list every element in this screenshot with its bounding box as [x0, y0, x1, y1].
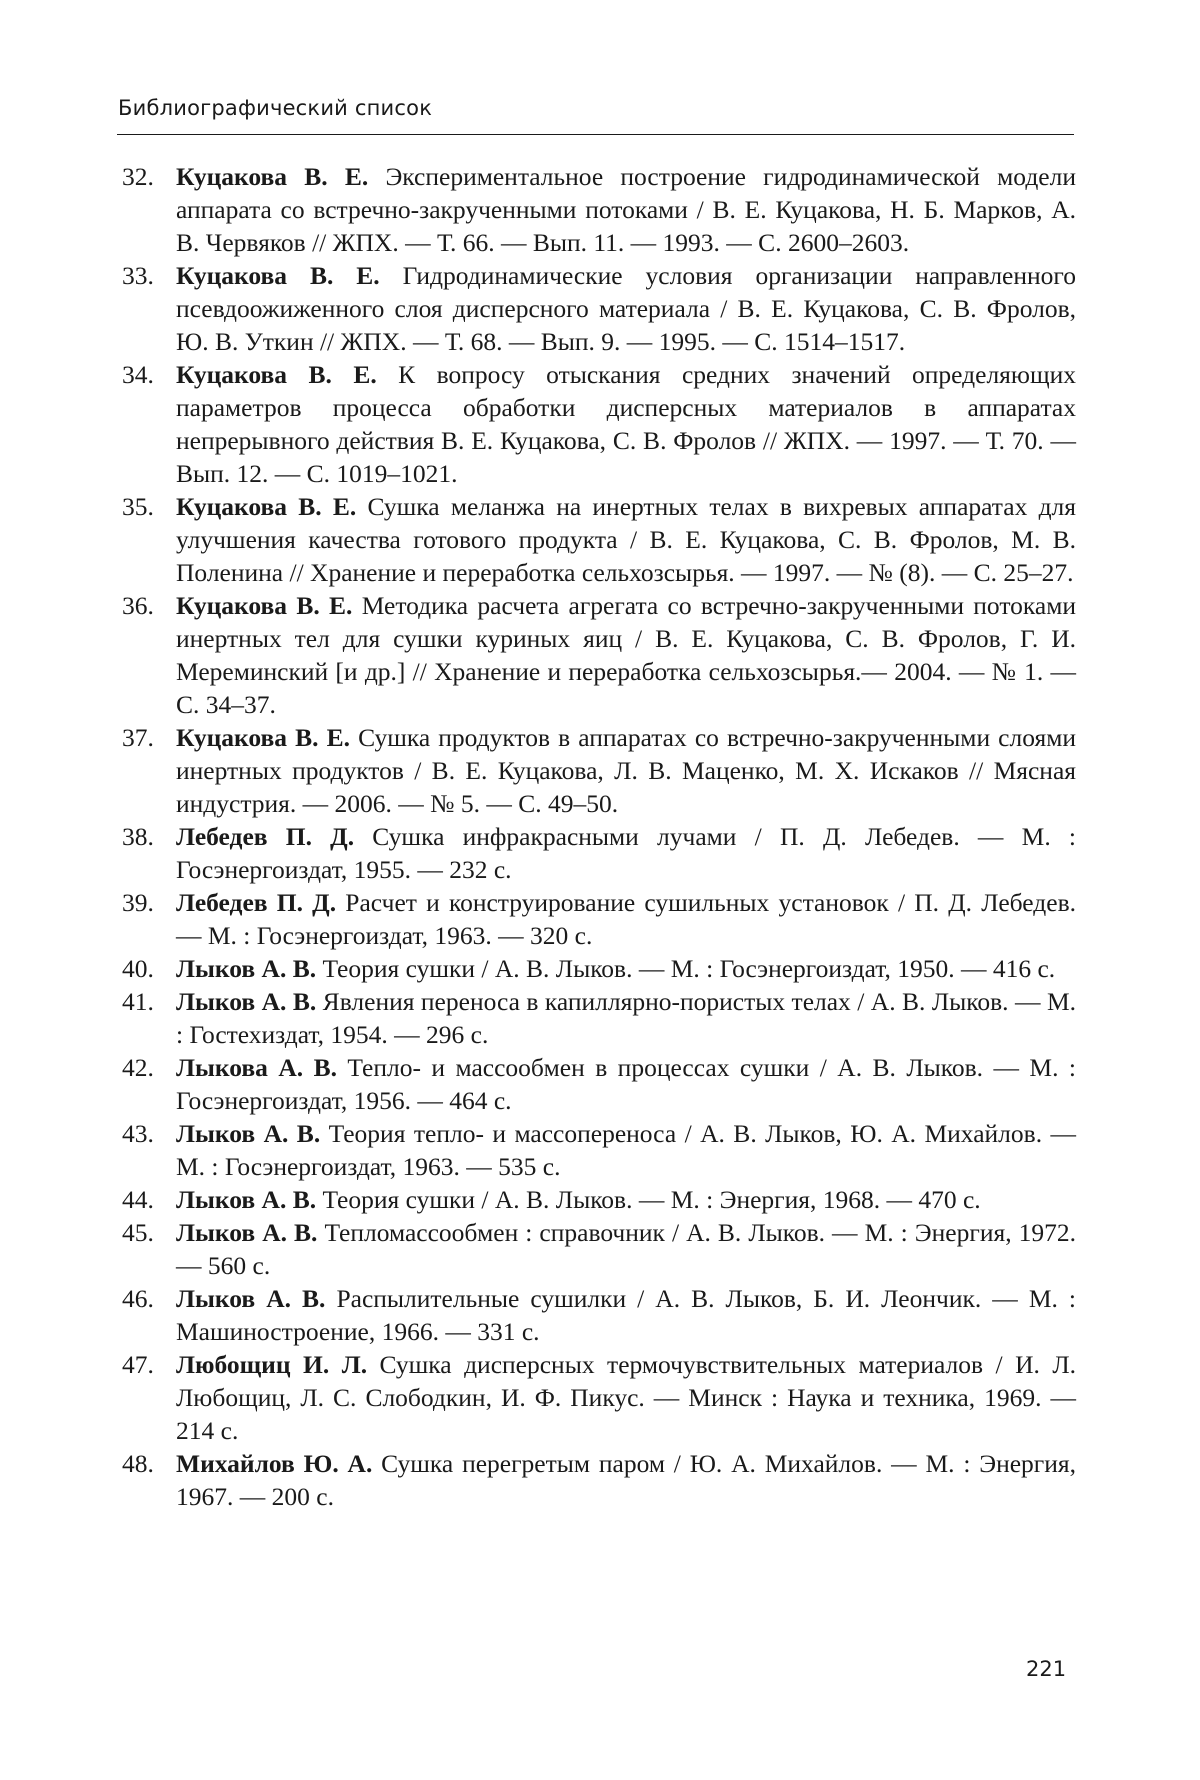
reference-author: Лыков А. В. [176, 1218, 318, 1247]
reference-text: Методика расчета агрегата со встречно-закрученными потоками инертных тел для сушки куриных яиц / В. Е. Куцакова, С. В. Фролов, Г. И. Мереминский [и др.] // Хранение и переработка сельхозсырья.— 2004. — № 1. — С. 34–37. [176, 591, 1077, 719]
reference-item [118, 160, 1076, 259]
reference-number: 33. [122, 261, 154, 290]
reference-item [118, 820, 1076, 886]
reference-text: Сушка инфракрасными лучами / П. Д. Лебедев. — М. : Госэнергоиздат, 1955. — 232 с. [176, 822, 1076, 884]
reference-list [118, 160, 1076, 1513]
reference-number: 46. [122, 1284, 154, 1313]
reference-number: 39. [122, 888, 154, 917]
reference-item [118, 721, 1076, 820]
reference-number: 43. [122, 1119, 154, 1148]
reference-number: 45. [122, 1218, 154, 1247]
reference-text: Теория сушки / А. В. Лыков. — М. : Госэнергоиздат, 1950. — 416 с. [316, 954, 1056, 983]
reference-text: Гидродинамические условия организации направленного псевдоожиженного слоя дисперсного материала / В. Е. Куцакова, С. В. Фролов, Ю. В. Уткин // ЖПХ. — Т. 68. — Вып. 9. — 1995. — С. 1514–1517. [176, 261, 1076, 356]
reference-text: Экспериментальное построение гидродинамической модели аппарата со встречно-закрученными потоками / В. Е. Куцакова, Н. Б. Марков, А. В. Червяков // ЖПХ. — Т. 66. — Вып. 11. — 1993. — С. 2600–2603. [176, 162, 1076, 257]
reference-text: Сушка продуктов в аппаратах со встречно-закрученными слоями инертных продуктов / В. Е. Куцакова, Л. В. Маценко, М. Х. Искаков // Мясная индустрия. — 2006. — № 5. — С. 49–50. [176, 723, 1076, 818]
reference-text: Расчет и конструирование сушильных установок / П. Д. Лебедев. — М. : Госэнергоиздат, 1963. — 320 с. [176, 888, 1076, 950]
reference-item [118, 952, 1076, 985]
reference-item [118, 1117, 1076, 1183]
reference-author: Лебедев П. Д. [176, 822, 355, 851]
reference-text: Явления переноса в капиллярно-пористых телах / А. В. Лыков. — М. : Гостехиздат, 1954. — 296 с. [176, 987, 1077, 1049]
reference-author: Куцакова В. Е. [176, 591, 353, 620]
reference-number: 42. [122, 1053, 154, 1082]
reference-author: Любощиц И. Л. [176, 1350, 368, 1379]
reference-number: 47. [122, 1350, 154, 1379]
reference-number: 32. [122, 162, 154, 191]
reference-text: Сушка меланжа на инертных телах в вихревых аппаратах для улучшения качества готового продукта / В. Е. Куцакова, С. В. Фролов, М. В. Поленина // Хранение и переработка сельхозсырья. — 1997. — № (8). — С. 25–27. [176, 492, 1076, 587]
reference-author: Куцакова В. Е. [176, 162, 369, 191]
reference-author: Куцакова В. Е. [176, 723, 350, 752]
header-rule [117, 134, 1074, 135]
reference-item [118, 1348, 1076, 1447]
reference-number: 37. [122, 723, 154, 752]
reference-author: Лыков А. В. [176, 1284, 326, 1313]
reference-author: Лыков А. В. [176, 987, 317, 1016]
reference-item [118, 886, 1076, 952]
reference-author: Куцакова В. Е. [176, 261, 380, 290]
reference-text: Теория сушки / А. В. Лыков. — М. : Энергия, 1968. — 470 с. [316, 1185, 981, 1214]
reference-author: Лыков А. В. [176, 1185, 317, 1214]
reference-text: Тепло- и массообмен в процессах сушки / А. В. Лыков. — М. : Госэнергоиздат, 1956. — 464 с. [176, 1053, 1077, 1115]
reference-author: Лыков А. В. [176, 1119, 321, 1148]
reference-text: Тепломассообмен : справочник / А. В. Лыков. — М. : Энергия, 1972. — 560 с. [176, 1218, 1076, 1280]
reference-item [118, 1282, 1076, 1348]
reference-number: 40. [122, 954, 154, 983]
reference-number: 36. [122, 591, 154, 620]
reference-text: Сушка перегретым паром / Ю. А. Михайлов. — М. : Энергия, 1967. — 200 с. [176, 1449, 1077, 1511]
reference-item [118, 985, 1076, 1051]
reference-item [118, 1216, 1076, 1282]
reference-author: Лыков А. В. [176, 954, 317, 983]
reference-item [118, 259, 1076, 358]
reference-item [118, 1051, 1076, 1117]
reference-number: 38. [122, 822, 154, 851]
reference-text: Распылительные сушилки / А. В. Лыков, Б. И. Леончик. — М. : Машиностроение, 1966. — 331 с. [176, 1284, 1076, 1346]
reference-author: Куцакова В. Е. [176, 360, 377, 389]
reference-item [118, 490, 1076, 589]
reference-text: Теория тепло- и массопереноса / А. В. Лыков, Ю. А. Михайлов. — М. : Госэнергоиздат, 1963. — 535 с. [176, 1119, 1077, 1181]
reference-author: Куцакова В. Е. [176, 492, 357, 521]
reference-number: 34. [122, 360, 154, 389]
reference-item [118, 1447, 1076, 1513]
reference-item [118, 1183, 1076, 1216]
reference-number: 48. [122, 1449, 154, 1478]
reference-number: 44. [122, 1185, 154, 1214]
page-number: 221 [1026, 1657, 1067, 1681]
reference-number: 41. [122, 987, 154, 1016]
reference-item [118, 589, 1076, 721]
reference-item [118, 358, 1076, 490]
reference-author: Лыкова А. В. [176, 1053, 337, 1082]
reference-text: К вопросу отыскания средних значений определяющих параметров процесса обработки дисперсных материалов в аппаратах непрерывного действия В. Е. Куцакова, С. В. Фролов // ЖПХ. — 1997. — Т. 70. — Вып. 12. — С. 1019–1021. [176, 360, 1076, 488]
running-header: Библиографический список [118, 96, 433, 120]
reference-text: Сушка дисперсных термочувствительных материалов / И. Л. Любощиц, Л. С. Слободкин, И. Ф. Пикус. — Минск : Наука и техника, 1969. — 214 с. [176, 1350, 1076, 1445]
reference-author: Михайлов Ю. А. [176, 1449, 373, 1478]
reference-number: 35. [122, 492, 154, 521]
reference-author: Лебедев П. Д. [176, 888, 337, 917]
